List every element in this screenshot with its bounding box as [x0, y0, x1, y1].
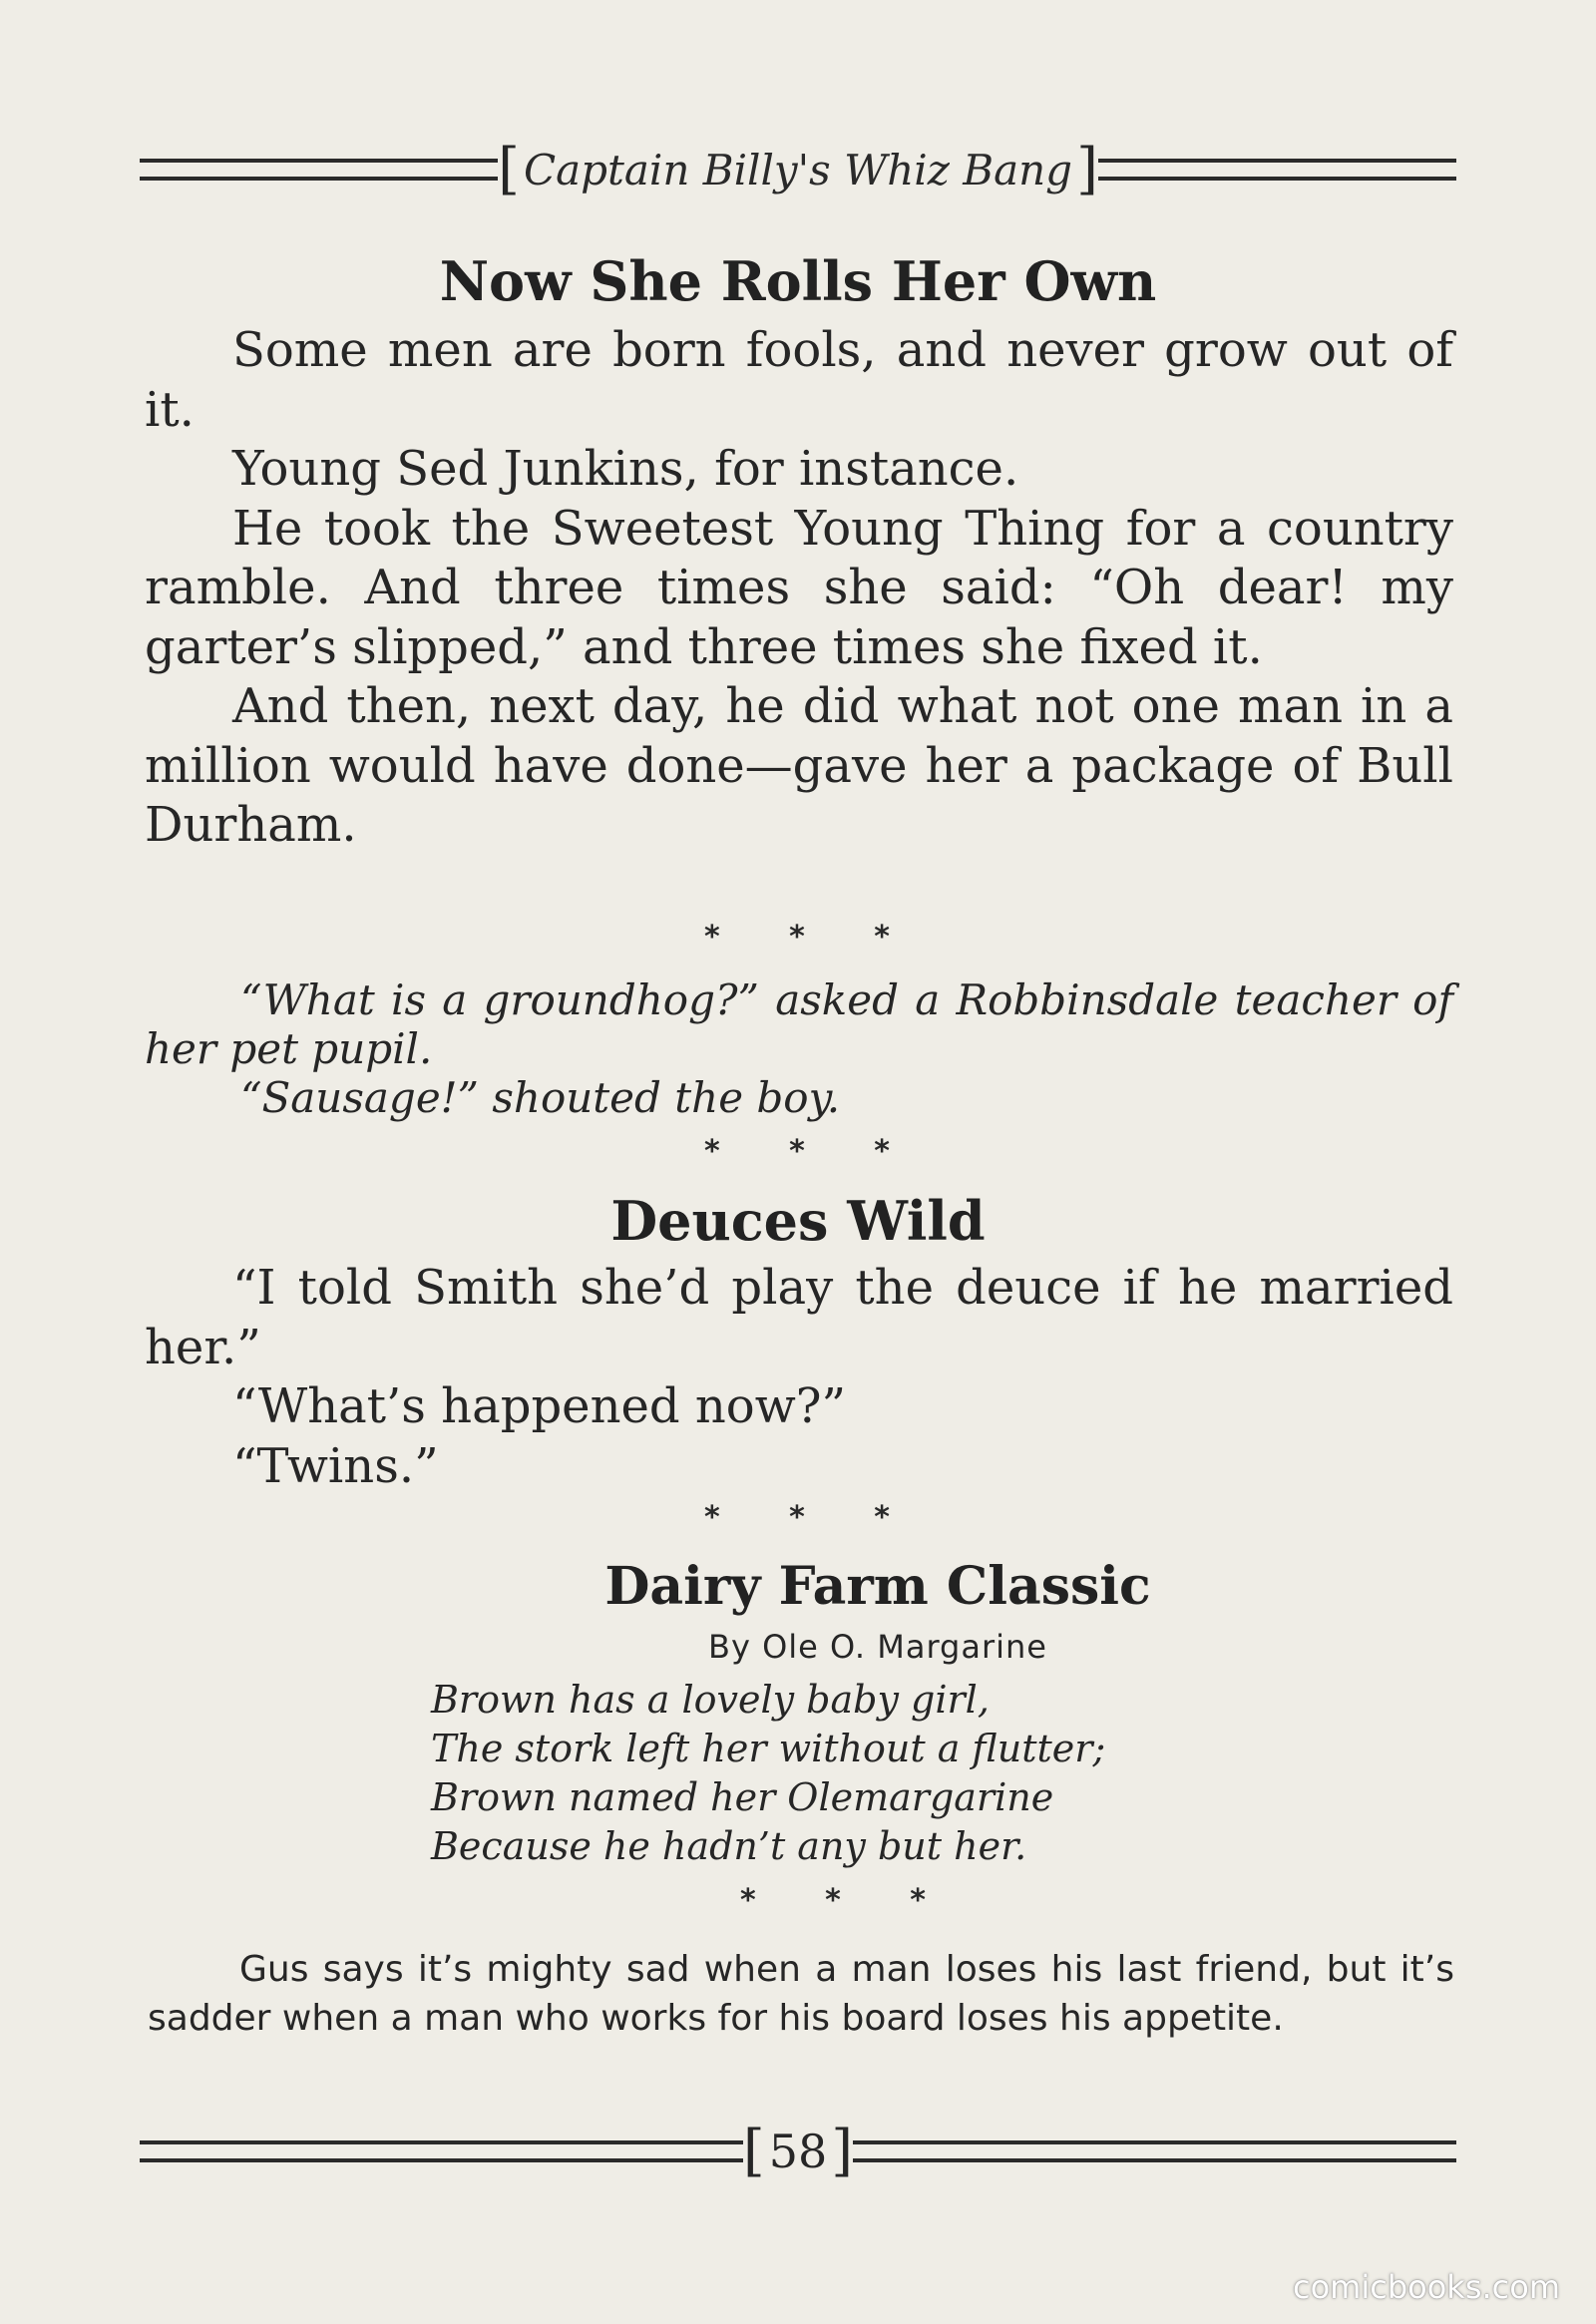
- poem-line: Because he hadn’t any but her.: [431, 1824, 1027, 1868]
- story-title-now-she-rolls-her-own: Now She Rolls Her Own: [439, 249, 1157, 313]
- watermark: comicbooks.com: [1292, 2268, 1560, 2306]
- header-rule-right: [1098, 159, 1456, 181]
- paragraph: And then, next day, he did what not one man in a million would have done—gave her a package of Bull Durham.: [145, 678, 1453, 853]
- paragraph: Young Sed Junkins, for instance.: [232, 441, 1019, 497]
- asterisk: *: [789, 1134, 805, 1169]
- asterisk: *: [874, 1134, 890, 1169]
- paragraph: “What’s happened now?”: [232, 1378, 847, 1434]
- poem-line: Brown has a lovely baby girl,: [431, 1678, 990, 1722]
- paragraph: He took the Sweetest Young Thing for a country ramble. And three times she said: “Oh dear! my garter’s slipped,” and three times she fixed it.: [145, 500, 1453, 675]
- footer-bracket-left: [: [742, 2119, 765, 2183]
- header-rule-left: [140, 159, 498, 181]
- paragraph: “I told Smith she’d play the deuce if he married her.”: [145, 1260, 1453, 1375]
- asterisk: *: [910, 1883, 926, 1918]
- poem-line: The stork left her without a flutter;: [431, 1727, 1106, 1770]
- footer-rule-left: [140, 2140, 743, 2162]
- asterisk: *: [704, 1134, 720, 1169]
- asterisk-separator: [704, 1134, 890, 1169]
- asterisk: *: [789, 920, 805, 955]
- asterisk: *: [740, 1883, 756, 1918]
- header-bracket-left: [: [498, 137, 520, 201]
- poem-title-dairy-farm-classic: Dairy Farm Classic: [604, 1556, 1151, 1617]
- asterisk: *: [704, 1500, 720, 1535]
- story-body-now-she-rolls-her-own: [145, 321, 1453, 856]
- asterisk: *: [874, 1500, 890, 1535]
- asterisk: *: [789, 1500, 805, 1535]
- paragraph: Gus says it’s mighty sad when a man loses his last friend, but it’s sadder when a man who works for his board loses his appetite.: [148, 1949, 1454, 2039]
- paragraph: “Sausage!” shouted the boy.: [240, 1073, 841, 1122]
- poem-line: Brown named her Olemargarine: [431, 1775, 1054, 1819]
- groundhog-joke: [145, 975, 1453, 1122]
- asterisk: *: [874, 920, 890, 955]
- story-title-deuces-wild: Deuces Wild: [610, 1189, 986, 1253]
- footer-bracket-right: ]: [831, 2119, 854, 2183]
- story-body-deuces-wild: [145, 1259, 1453, 1496]
- asterisk: *: [704, 920, 720, 955]
- paragraph: Some men are born fools, and never grow out of it.: [145, 322, 1453, 438]
- poem-verse: [431, 1676, 1329, 1871]
- asterisk: *: [825, 1883, 841, 1918]
- running-title: Captain Billy's Whiz Bang: [523, 145, 1073, 194]
- header-bracket-right: ]: [1076, 137, 1098, 201]
- asterisk-separator: [704, 1500, 890, 1535]
- running-header: [140, 138, 1456, 201]
- paragraph: “What is a groundhog?” asked a Robbinsdale teacher of her pet pupil.: [145, 975, 1453, 1073]
- footer-rule-right: [853, 2140, 1456, 2162]
- page-number: 58: [768, 2125, 828, 2178]
- asterisk-separator: [704, 920, 890, 955]
- paragraph: “Twins.”: [232, 1437, 439, 1494]
- page-footer: [140, 2120, 1456, 2183]
- poem-byline: By Ole O. Margarine: [708, 1628, 1047, 1666]
- gus-joke: [148, 1945, 1454, 2043]
- asterisk-separator: [740, 1883, 926, 1918]
